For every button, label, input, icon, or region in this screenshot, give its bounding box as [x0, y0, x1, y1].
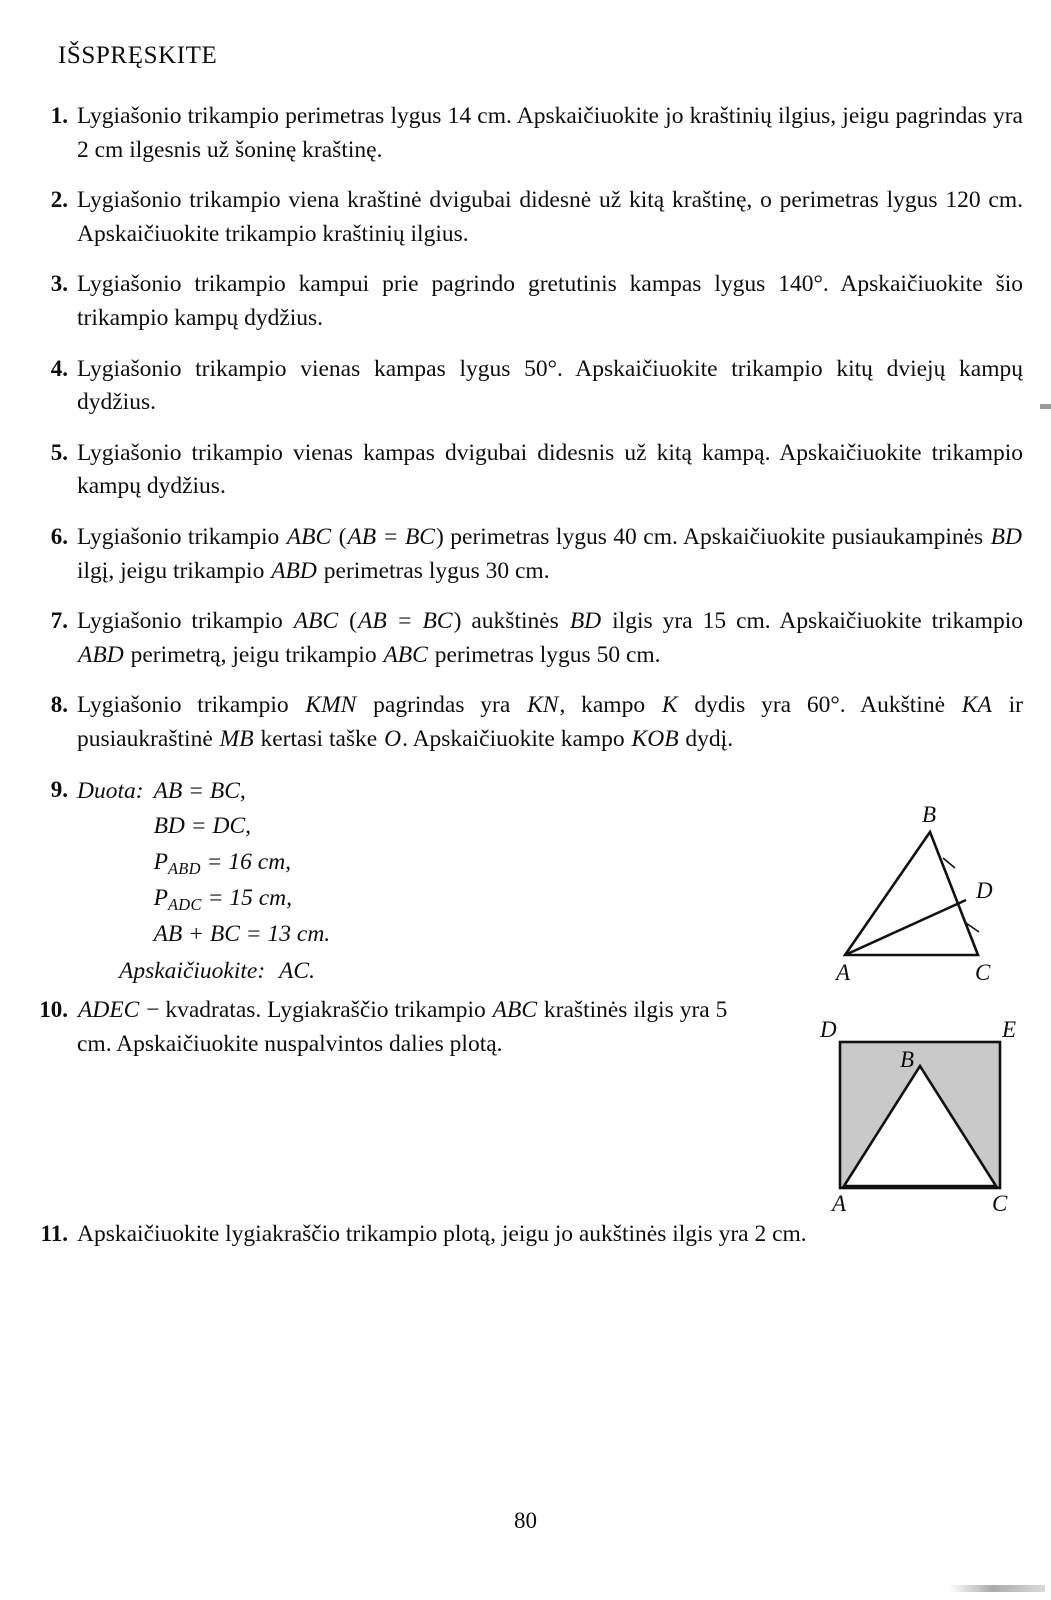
exercise-item-4: [28, 353, 1023, 420]
ask-line: [77, 955, 637, 989]
scan-artifact-right: [1040, 404, 1051, 409]
subscript: ADC: [167, 894, 202, 914]
ask-value: AC.: [279, 957, 315, 984]
given-line: AB = BC,: [153, 777, 246, 804]
square-svg: [806, 1026, 1036, 1206]
vertex-label-a: A: [836, 960, 851, 985]
exercise-item-7: [28, 605, 1023, 672]
exercise-text: Lygiašonio trikampio kampui prie pagrindo gretutinis kampas lygus 140°. Apskaičiuokite šio trikampio kampų dydžius.: [77, 271, 1023, 331]
exercise-number: 4.: [50, 355, 68, 381]
given-block: [77, 774, 637, 953]
vertex-label-e: E: [1002, 1017, 1017, 1042]
exercise-number: 10.: [39, 997, 68, 1023]
exercise-text: Lygiašonio trikampio KMN pagrindas yra KN, kampo K dydis yra 60°. Aukštinė KA ir pusiaukraštinė MB kertasi taške O. Apskaičiuokite kampo KOB dydį.: [77, 692, 1023, 752]
given-label: Duota:: [77, 777, 144, 804]
exercise-text: ADEC − kvadratas. Lygiakraščio trikampio ABC kraštinės ilgis yra 5 cm. Apskaičiuokite nuspalvintos dalies plotą.: [77, 997, 728, 1057]
given-lines: [154, 774, 331, 953]
vertex-label-b: B: [922, 802, 937, 827]
exercise-item-8: [28, 689, 1023, 756]
page-number: 80: [514, 1508, 537, 1533]
exercise-number: 9.: [50, 776, 68, 802]
given-line: $P_{ABD} = 16$ cm,: [153, 848, 292, 878]
triangle-svg: [800, 785, 1030, 995]
vertex-label-c: C: [975, 960, 991, 985]
exercise-number: 6.: [50, 523, 68, 549]
exercise-number: 7.: [50, 608, 68, 634]
exercise-number: 5.: [50, 439, 68, 465]
figure-square-adec: [806, 1017, 1036, 1216]
exercise-number: 2.: [50, 187, 68, 213]
vertex-label-d: D: [820, 1017, 837, 1042]
subscript: ABD: [167, 858, 201, 878]
exercise-text: Lygiašonio trikampio vienas kampas lygus 50°. Apskaičiuokite trikampio kitų dviejų kampų dydžius.: [77, 355, 1023, 416]
vertex-label-c: C: [992, 1191, 1008, 1216]
triangle-outline: [845, 832, 978, 955]
exercise-item-6: [28, 521, 1023, 588]
vertex-label-b: B: [900, 1047, 915, 1072]
exercise-text: Lygiašonio trikampio perimetras lygus 14 cm. Apskaičiuokite jo kraštinių ilgius, jeigu pagrindas yra 2 cm ilgesnis už šoninę kraštinę.: [77, 103, 1023, 163]
exercise-item-3: [28, 268, 1023, 335]
exercise-text: Lygiašonio trikampio vienas kampas dvigubai didesnis už kitą kampą. Apskaičiuokite trikampio kampų dydžius.: [77, 439, 1023, 500]
scan-artifact-bottom: [949, 1585, 1045, 1592]
exercise-text: Lygiašonio trikampio viena kraštinė dvigubai didesnė už kitą kraštinę, o perimetras lygus 120 cm. Apskaičiuokite trikampio kraštinių ilgius.: [77, 187, 1023, 247]
exercise-number: 8.: [50, 692, 68, 718]
exercise-item-5: [28, 437, 1023, 504]
given-line: $P_{ADC} = 15$ cm,: [153, 884, 292, 914]
exercise-text: Apskaičiuokite lygiakraščio trikampio plotą, jeigu jo aukštinės ilgis yra 2 cm.: [77, 1221, 807, 1247]
exercise-text: Lygiašonio trikampio ABC (AB = BC) aukštinės BD ilgis yra 15 cm. Apskaičiuokite trikampio ABD perimetrą, jeigu trikampio ABC perimetras lygus 50 cm.: [77, 608, 1023, 668]
exercise-number: 3.: [50, 271, 68, 297]
vertex-label-d: D: [976, 878, 993, 903]
exercise-item-11: [28, 1218, 1023, 1252]
page-title: IŠSPRĘSKITE: [58, 42, 218, 69]
exercise-text: [77, 774, 637, 989]
given-line: BD = DC,: [153, 813, 252, 840]
exercise-text: Lygiašonio trikampio ABC (AB = BC) perimetras lygus 40 cm. Apskaičiuokite pusiaukampinės BD ilgį, jeigu trikampio ABD perimetras lygus 30 cm.: [77, 523, 1022, 584]
given-line: AB + BC = 13 cm.: [153, 920, 331, 947]
exercise-number: 1.: [50, 103, 68, 128]
ask-label: Apskaičiuokite:: [119, 957, 266, 984]
vertex-label-a: A: [832, 1191, 847, 1216]
exercise-number: 11.: [40, 1221, 68, 1246]
exercise-item-1: [28, 100, 1023, 167]
exercise-item-2: [28, 184, 1023, 251]
figure-triangle-abc: [800, 785, 1030, 995]
